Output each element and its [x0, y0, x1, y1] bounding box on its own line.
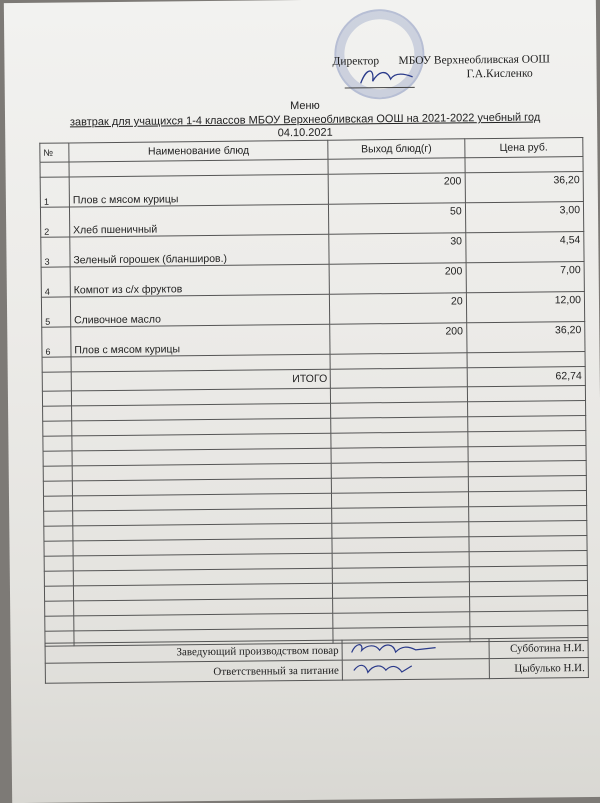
- row-number: 4: [41, 267, 70, 297]
- menu-date: 04.10.2021: [277, 126, 333, 140]
- signature-table: [45, 637, 589, 684]
- responsible-role: Ответственный за питание: [45, 660, 342, 683]
- dish-price: 12,00: [466, 292, 585, 323]
- dish-price: 36,20: [466, 322, 585, 353]
- row-number: 2: [40, 207, 69, 237]
- director-signature: [356, 63, 416, 94]
- total-label: ИТОГО: [71, 369, 331, 391]
- dish-name: Хлеб пшеничный: [69, 204, 329, 237]
- dish-output: 50: [329, 203, 466, 234]
- dish-name: Плов с мясом курицы: [71, 324, 331, 357]
- menu-title: Меню: [289, 99, 320, 113]
- dish-price: 4,54: [465, 232, 584, 263]
- col-header-output: Выход блюд(г): [328, 139, 464, 159]
- responsible-name: Цыбулько Н.И.: [489, 658, 588, 679]
- responsible-signature-cell: [342, 659, 489, 681]
- dish-output: 20: [330, 293, 467, 324]
- signature-row: [45, 658, 588, 684]
- cook-signature-cell: [342, 639, 489, 661]
- cook-name: Субботина Н.И.: [489, 638, 588, 659]
- dish-output: 30: [329, 233, 466, 264]
- dish-name: Зеленый горошек (бланширов.): [70, 234, 330, 267]
- row-number: 3: [41, 237, 70, 267]
- cook-signature: [346, 640, 446, 657]
- col-header-name: Наименование блюд: [69, 140, 329, 162]
- cook-role: Заведующий производством повар: [45, 640, 342, 663]
- dish-output: 200: [329, 173, 466, 204]
- total-value: 62,74: [467, 367, 586, 387]
- dish-name: Плов с мясом курицы: [69, 174, 329, 207]
- dish-name: Сливочное масло: [70, 294, 330, 327]
- col-header-number: №: [40, 143, 69, 162]
- dish-price: 36,20: [465, 172, 584, 203]
- menu-subtitle: завтрак для учащихся 1-4 классов МБОУ Верхнеобливская ООШ на 2021-2022 учебный год: [69, 111, 541, 129]
- document-page: [4, 0, 600, 803]
- dish-output: 200: [330, 263, 467, 294]
- row-number: 6: [42, 327, 71, 357]
- col-header-price: Цена руб.: [464, 138, 583, 158]
- menu-table: [39, 137, 588, 647]
- dish-price: 7,00: [466, 262, 585, 293]
- school-name: МБОУ Верхнеобливская ООШ: [398, 53, 551, 67]
- dish-price: 3,00: [465, 202, 584, 233]
- row-number: 5: [41, 297, 70, 327]
- row-number: 1: [40, 177, 69, 207]
- dish-output: 200: [330, 323, 467, 354]
- dish-name: Компот из с/х фруктов: [70, 264, 330, 297]
- responsible-signature: [346, 660, 446, 677]
- director-label: Директор: [332, 55, 380, 68]
- director-name: Г.А.Кисленко: [466, 67, 533, 81]
